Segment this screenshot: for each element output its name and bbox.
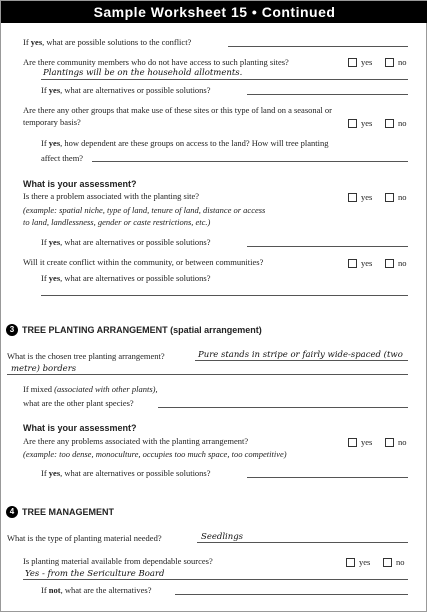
conflict-followup: If yes, what are alternatives or possible solutions?: [41, 273, 211, 283]
checkbox-no-label: no: [398, 258, 407, 268]
arrangement-answer-line2: metre) borders: [11, 364, 77, 374]
checkbox-yes-label: yes: [361, 57, 373, 67]
checkbox-no[interactable]: [383, 558, 392, 567]
arrangement-assessment-heading: What is your assessment?: [23, 423, 137, 433]
checkbox-yes-label: yes: [361, 118, 373, 128]
answer-line[interactable]: [23, 579, 408, 580]
arrangement-example: (example: too dense, monoculture, occupies too much space, too competitive): [23, 449, 287, 459]
checkbox-yes[interactable]: [348, 259, 357, 268]
assessment-followup: If yes, what are alternatives or possible solutions?: [41, 237, 211, 247]
assessment-heading: What is your assessment?: [23, 179, 137, 189]
alternatives-question: If not, what are the alternatives?: [41, 585, 152, 595]
checkbox-no-label: no: [398, 192, 407, 202]
mixed-question-line2: what are the other plant species?: [23, 398, 134, 408]
worksheet-header: Sample Worksheet 15 • Continued: [1, 1, 427, 23]
answer-line[interactable]: [41, 79, 408, 80]
section-4-title: TREE MANAGEMENT: [22, 507, 114, 517]
answer-line[interactable]: [175, 594, 408, 595]
answer-line[interactable]: [41, 295, 408, 296]
checkbox-no[interactable]: [385, 193, 394, 202]
other-groups-question-line1: Are there any other groups that make use of these sites or this type of land on a seasonal or: [23, 105, 332, 115]
checkbox-yes-label: yes: [359, 557, 371, 567]
solutions-conflict-question: If yes, what are possible solutions to the conflict?: [23, 37, 192, 47]
checkbox-yes[interactable]: [348, 58, 357, 67]
arrangement-question: What is the chosen tree planting arrangement?: [7, 351, 165, 361]
access-answer: Plantings will be on the household allotments.: [43, 68, 243, 78]
answer-line[interactable]: [197, 542, 408, 543]
answer-line[interactable]: [247, 246, 408, 247]
access-question: Are there community members who do not have access to such planting sites?: [23, 57, 289, 67]
available-answer: Yes - from the Sericulture Board: [25, 569, 165, 579]
material-question: What is the type of planting material needed?: [7, 533, 162, 543]
checkbox-no[interactable]: [385, 58, 394, 67]
answer-line[interactable]: [195, 360, 408, 361]
checkbox-yes-label: yes: [361, 192, 373, 202]
checkbox-no-label: no: [398, 118, 407, 128]
answer-line[interactable]: [7, 374, 408, 375]
checkbox-yes[interactable]: [348, 438, 357, 447]
checkbox-no[interactable]: [385, 119, 394, 128]
available-question: Is planting material available from dependable sources?: [23, 556, 213, 566]
answer-line[interactable]: [158, 407, 408, 408]
section-3-number: 3: [6, 324, 18, 336]
assessment-example-line2: to land, landlessness, gender or caste restrictions, etc.): [23, 217, 211, 227]
checkbox-yes-label: yes: [361, 258, 373, 268]
section-4-number: 4: [6, 506, 18, 518]
answer-line[interactable]: [228, 46, 408, 47]
other-groups-followup-line2: affect them?: [41, 153, 84, 163]
arrangement-assessment-question: Are there any problems associated with the planting arrangement?: [23, 436, 249, 446]
checkbox-no-label: no: [396, 557, 405, 567]
material-answer: Seedlings: [201, 532, 244, 542]
checkbox-no-label: no: [398, 57, 407, 67]
arrangement-followup: If yes, what are alternatives or possible solutions?: [41, 468, 211, 478]
assessment-question: Is there a problem associated with the planting site?: [23, 191, 200, 201]
section-3-title: TREE PLANTING ARRANGEMENT (spatial arrangement): [22, 325, 262, 335]
other-groups-question-line2: temporary basis?: [23, 117, 81, 127]
access-followup: If yes, what are alternatives or possible solutions?: [41, 85, 211, 95]
assessment-example-line1: (example: spatial niche, type of land, tenure of land, distance or access: [23, 205, 266, 215]
checkbox-yes[interactable]: [348, 193, 357, 202]
other-groups-followup: If yes, how dependent are these groups on access to the land? How will tree planting: [41, 138, 329, 148]
mixed-question-line1: If mixed (associated with other plants),: [23, 384, 158, 394]
conflict-question: Will it create conflict within the community, or between communities?: [23, 257, 264, 267]
checkbox-yes-label: yes: [361, 437, 373, 447]
checkbox-yes[interactable]: [348, 119, 357, 128]
checkbox-no[interactable]: [385, 259, 394, 268]
answer-line[interactable]: [247, 94, 408, 95]
arrangement-answer-line1: Pure stands in stripe or fairly wide-spaced (two: [198, 350, 403, 360]
answer-line[interactable]: [92, 161, 408, 162]
answer-line[interactable]: [247, 477, 408, 478]
checkbox-no[interactable]: [385, 438, 394, 447]
checkbox-no-label: no: [398, 437, 407, 447]
checkbox-yes[interactable]: [346, 558, 355, 567]
